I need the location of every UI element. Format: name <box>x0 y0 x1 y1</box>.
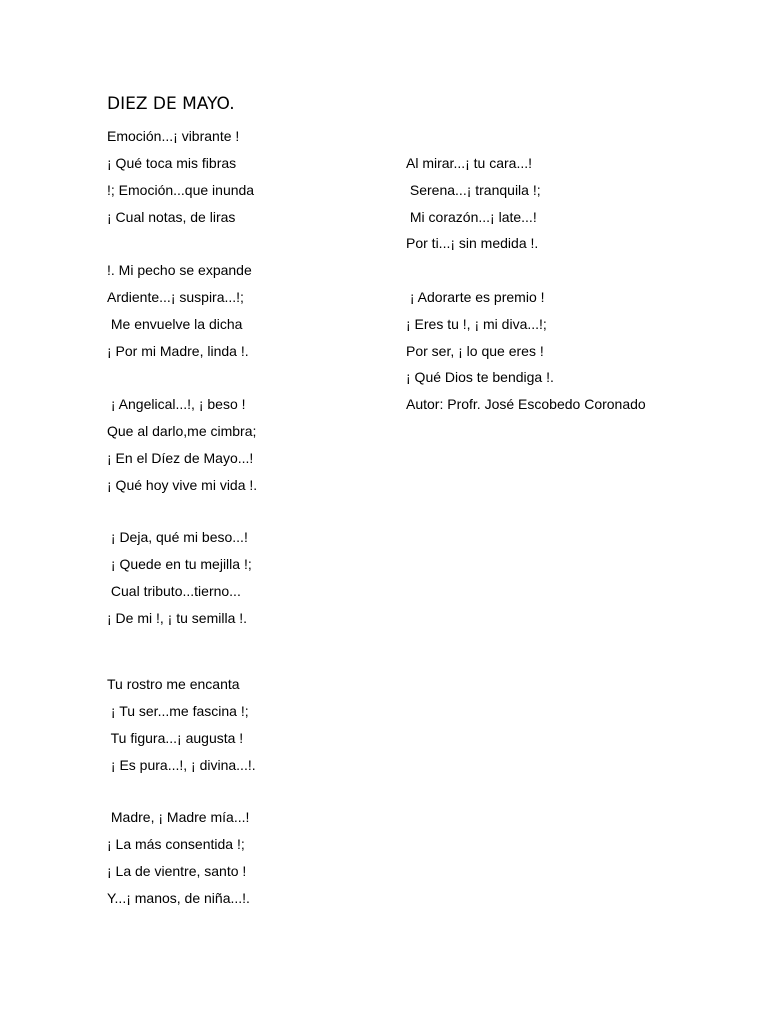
poem-line: Por ser, ¡ lo que eres ! <box>406 343 544 359</box>
poem-line: ¡ Angelical...!, ¡ beso ! <box>107 396 246 412</box>
poem-line: ¡ Qué hoy vive mi vida !. <box>107 477 258 493</box>
poem-line: Y...¡ manos, de niña...!. <box>107 890 250 906</box>
poem-line: Al mirar...¡ tu cara...! <box>406 155 533 171</box>
poem-line: !; Emoción...que inunda <box>107 182 255 198</box>
poem-line: ¡ Por mi Madre, linda !. <box>107 343 249 359</box>
poem-line: Cual tributo...tierno... <box>107 583 241 599</box>
poem-line: Me envuelve la dicha <box>107 316 243 332</box>
poem-line: ¡ Qué Dios te bendiga !. <box>406 369 554 385</box>
poem-title: DIEZ DE MAYO. <box>107 94 235 114</box>
author-credit: Autor: Profr. José Escobedo Coronado <box>406 396 646 412</box>
poem-line: Que al darlo,me cimbra; <box>107 423 257 439</box>
poem-line: Madre, ¡ Madre mía...! <box>107 809 250 825</box>
poem-line: ¡ Cual notas, de liras <box>107 209 236 225</box>
poem-line: ¡ En el Díez de Mayo...! <box>107 450 254 466</box>
poem-line: ¡ De mi !, ¡ tu semilla !. <box>107 610 248 626</box>
poem-line: ¡ Deja, qué mi beso...! <box>107 529 248 545</box>
poem-line: ¡ Es pura...!, ¡ divina...!. <box>107 757 256 773</box>
poem-line: ¡ Quede en tu mejilla !; <box>107 556 252 572</box>
poem-line: Tu rostro me encanta <box>107 676 240 692</box>
poem-line: Ardiente...¡ suspira...!; <box>107 289 244 305</box>
poem-line: ¡ La de vientre, santo ! <box>107 863 247 879</box>
poem-line: Mi corazón...¡ late...! <box>406 209 537 225</box>
poem-line: Por ti...¡ sin medida !. <box>406 235 539 251</box>
poem-line: ¡ Tu ser...me fascina !; <box>107 703 249 719</box>
poem-line: Emoción...¡ vibrante ! <box>107 128 240 144</box>
poem-line: !. Mi pecho se expande <box>107 262 252 278</box>
poem-line: Tu figura...¡ augusta ! <box>107 730 244 746</box>
poem-line: ¡ Qué toca mis fibras <box>107 155 237 171</box>
poem-line: ¡ La más consentida !; <box>107 836 245 852</box>
poem-line: Serena...¡ tranquila !; <box>406 182 541 198</box>
poem-line: ¡ Eres tu !, ¡ mi diva...!; <box>406 316 547 332</box>
poem-line: ¡ Adorarte es premio ! <box>406 289 545 305</box>
